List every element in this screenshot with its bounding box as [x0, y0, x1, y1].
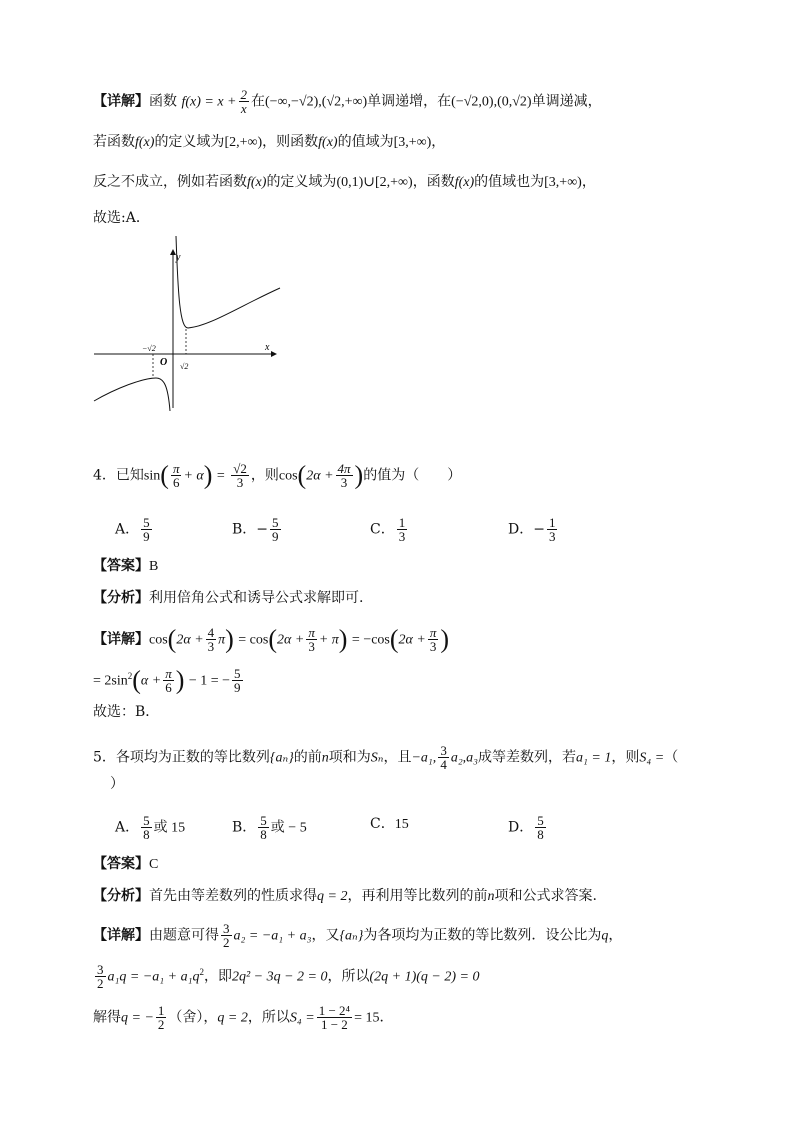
function-graph: [90, 236, 290, 411]
q4-option-d[interactable]: D．− $\frac{1}{3}$: [508, 515, 556, 544]
q5-answer: 【答案】C: [93, 856, 159, 872]
q5-stem: 5．各项均为正数的等比数列{aₙ}的前n项和为Sₙ，且−a₁, $\frac{3}{4}$ a₂,a₃成等差数列，若a₁ = 1，则S₄ =（: [93, 743, 679, 772]
pos-tick-label: √2: [180, 362, 189, 371]
q4-option-a[interactable]: A． $\frac{5}{9}$: [115, 515, 150, 544]
q5-detail-2: $\frac{3}{2}$ $a_1q = -a_1 + a_1q^2$，即2q² − 3q − 2 = 0，所以(2q + 1)(q − 2) = 0: [97, 962, 480, 992]
origin-label: O: [160, 357, 168, 368]
detail-line-1: 【详解】函数 f(x) = x + $\frac{2}{x}$ 在(−∞,−√2),(√2,+∞)单调递增，在(−√2,0),(0,√2)单调递减，: [93, 87, 602, 116]
detail-tag: 【详解】: [93, 93, 149, 110]
q5-option-b[interactable]: B． $\frac{5}{8}$ 或 − 5: [232, 813, 307, 842]
q4-detail-2: = $2\sin^2(\alpha$ + $\frac{\pi}{6}$ ) − 1 = − $\frac{5}{9}$: [93, 665, 241, 696]
curve-right: [176, 236, 280, 328]
q4-stem: 4．已知sin( $\frac{\pi}{6}$ + α) = $\frac{√2}{3}$ ，则cos(2α + $\frac{4\pi}{3}$ )的值为（ ）: [93, 460, 462, 490]
y-axis-label: y: [176, 252, 181, 263]
q5-detail-1: 【详解】由题意可得 $\frac{3}{2}$ a₂ = −a₁ + a₃，又{aₙ}为各项均为正数的等比数列．设公比为q，: [93, 921, 623, 950]
q4-option-c[interactable]: C． $\frac{1}{3}$: [370, 515, 406, 544]
q5-option-a[interactable]: A． $\frac{5}{8}$ 或 15: [115, 813, 186, 842]
detail-line-2: 若函数f(x)的定义域为[2,+∞)，则函数f(x)的值域为[3,+∞)，: [93, 134, 446, 150]
curve-left: [94, 378, 170, 411]
choose-line: 故选:A．: [93, 210, 150, 226]
q4-detail-1: 【详解】cos(2α + $\frac{4}{3}$ π) = cos(2α + $\frac{\pi}{3}$ + π) = −cos(2α + $\frac{\pi}{3}$ ): [93, 624, 450, 654]
q4-analysis: 【分析】利用倍角公式和诱导公式求解即可.: [93, 590, 364, 606]
q5-analysis: 【分析】首先由等差数列的性质求得q = 2，再利用等比数列的前n项和公式求答案.: [93, 888, 597, 904]
q5-option-d[interactable]: D． $\frac{5}{8}$: [508, 813, 544, 842]
q4-answer: 【答案】B: [93, 558, 159, 574]
q4-option-b[interactable]: B．− $\frac{5}{9}$: [232, 515, 279, 544]
detail-line-3: 反之不成立，例如若函数f(x)的定义域为(0,1)∪[2,+∞)，函数f(x)的值域也为[3,+∞)，: [93, 174, 596, 190]
q5-stem-2: ）: [110, 776, 124, 792]
x-axis-label: x: [265, 342, 270, 353]
q4-end: 故选：B．: [93, 704, 160, 720]
neg-tick-label: −√2: [142, 344, 156, 353]
q5-option-c[interactable]: C．15: [370, 816, 409, 832]
q5-detail-3: 解得q = − $\frac{1}{2}$ （舍），q = 2，所以S₄ = $\frac{\text{1 − 2⁴}}{1 - 2}$ = 15．: [93, 1003, 394, 1032]
